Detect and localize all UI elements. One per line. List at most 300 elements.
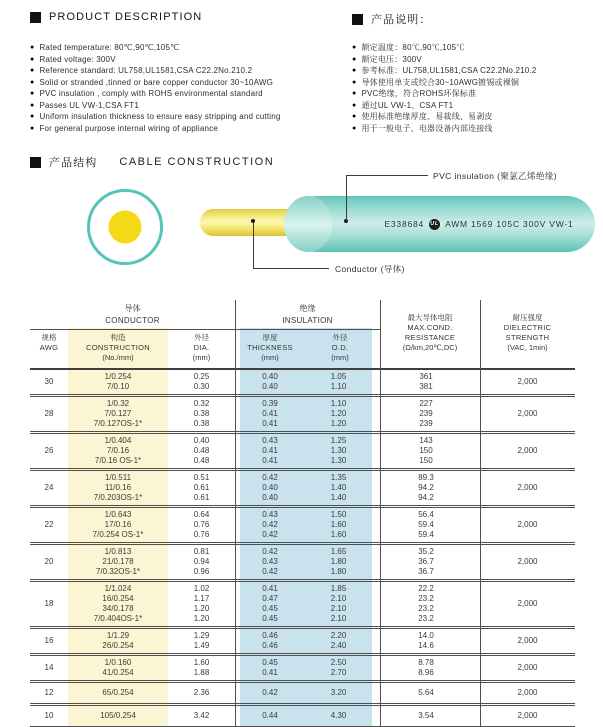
bullet-list-item <box>30 88 281 100</box>
cell-line: 21/0.178 <box>102 557 134 566</box>
bullet-icon: ● <box>352 55 357 63</box>
table-body <box>30 370 575 727</box>
awg-cell: 16 <box>44 636 54 645</box>
column-divider <box>480 300 481 727</box>
cell-line: 1.50 <box>330 510 347 519</box>
thickness-cell <box>235 399 305 429</box>
cell-line: 89.3 <box>418 473 434 482</box>
cell-line: 3.42 <box>193 711 210 720</box>
section-title-cn: 产品结构 <box>49 157 98 169</box>
bullet-item-text: PVC绝缘，符合ROHS环保标准 <box>361 89 477 99</box>
cell-line: 4.30 <box>330 711 347 720</box>
resistance-cell <box>372 547 480 577</box>
cell-line: 1.30 <box>330 446 347 455</box>
thickness-cell <box>235 688 305 698</box>
construction-cell <box>68 399 168 429</box>
bullet-icon: ● <box>30 44 35 52</box>
bullet-item-text: 额定电压：300V <box>361 54 422 64</box>
column-header-awg: 规格 AWG <box>39 333 59 352</box>
cell-line: 7/0.254 OS-1* <box>92 530 144 539</box>
bullet-item-text: Uniform insulation thickness to ensure easy stripping and cutting <box>39 112 281 122</box>
cell-line: 0.42 <box>262 473 278 482</box>
cell-line: 0.61 <box>193 493 210 502</box>
cell-line: 2.36 <box>193 688 210 697</box>
cell-line: 0.25 <box>193 372 210 381</box>
cell-line: 56.4 <box>418 510 434 519</box>
bullet-item-text: 额定温度：80℃,90℃,105℃ <box>361 43 465 53</box>
cell-line: 0.43 <box>262 510 278 519</box>
cell-line: 17/0.16 <box>104 520 132 529</box>
cell-line: 7/0.203OS-1* <box>93 493 143 502</box>
bullet-list-item <box>352 88 603 100</box>
bullet-icon: ● <box>30 101 35 109</box>
cell-line: 1.40 <box>330 483 347 492</box>
cert-number: E338684 <box>384 219 425 229</box>
od-cell <box>305 631 372 651</box>
thickness-cell <box>235 473 305 503</box>
awg-cell: 22 <box>44 520 54 529</box>
table-row-group <box>30 468 575 505</box>
cell-line: 7/0.10 <box>106 382 130 391</box>
thickness-cell <box>235 510 305 540</box>
thickness-cell <box>235 631 305 651</box>
dia-cell <box>168 584 235 624</box>
bullet-list-item <box>352 54 603 66</box>
cell-line: 0.41 <box>262 409 278 418</box>
table-row-group <box>30 431 575 468</box>
cell-line: 105/0.254 <box>100 711 136 720</box>
od-cell <box>305 547 372 577</box>
construction-cell <box>68 473 168 503</box>
product-description-list <box>30 42 281 134</box>
cell-line: 0.30 <box>193 382 210 391</box>
column-header-dia: 外径 DIA. (mm) <box>192 333 211 362</box>
bullet-item-text: Rated voltage: 300V <box>39 54 116 64</box>
bullet-item-text: 通过UL VW-1、CSA FT1 <box>361 100 454 110</box>
cell-line: 1/0.254 <box>104 372 132 381</box>
construction-cell <box>68 436 168 466</box>
cell-line: 8.78 <box>418 658 434 667</box>
bullet-icon: ● <box>352 44 357 52</box>
od-cell <box>305 399 372 429</box>
cell-line: 0.61 <box>193 483 210 492</box>
cell-line: 0.40 <box>193 436 210 445</box>
od-cell <box>305 658 372 678</box>
table-row-group <box>30 653 575 680</box>
construction-cell <box>68 510 168 540</box>
awg-cell: 24 <box>44 483 54 492</box>
cell-line: 1.60 <box>330 520 347 529</box>
bullet-icon: ● <box>30 124 35 132</box>
cell-line: 23.2 <box>418 604 434 613</box>
bullet-icon: ● <box>352 124 357 132</box>
cell-line: 3.54 <box>418 711 434 720</box>
cable-cross-section-diagram <box>87 189 163 265</box>
construction-cell <box>68 584 168 624</box>
table-row-group <box>30 626 575 653</box>
cell-line: 0.42 <box>262 547 278 556</box>
square-bullet-icon <box>30 157 41 168</box>
cell-line: 150 <box>419 446 433 455</box>
cable-print-text <box>366 218 592 230</box>
cell-line: 0.42 <box>262 567 278 576</box>
awg-cell: 30 <box>44 377 54 386</box>
cell-line: 3.20 <box>330 688 347 697</box>
construction-cell <box>68 631 168 651</box>
cell-line: 0.45 <box>262 614 278 623</box>
bullet-list-item <box>30 77 281 89</box>
cell-line: 59.4 <box>418 520 434 529</box>
cell-line: 1/0.160 <box>104 658 132 667</box>
construction-cell <box>68 372 168 392</box>
ul-mark-icon: UL <box>429 219 440 230</box>
dia-cell <box>168 658 235 678</box>
bullet-item-text: Passes UL VW-1,CSA FT1 <box>39 100 139 110</box>
cell-line: 34/0.178 <box>102 604 134 613</box>
cell-line: 0.42 <box>262 520 278 529</box>
cell-line: 0.64 <box>193 510 210 519</box>
cell-line: 0.46 <box>262 641 278 650</box>
cell-line: 1.88 <box>193 668 210 677</box>
cell-line: 0.42 <box>262 530 278 539</box>
dia-cell <box>168 473 235 503</box>
cell-line: 1.20 <box>193 614 210 623</box>
cell-line: 8.96 <box>418 668 434 677</box>
dielectric-cell: 2,000 <box>517 409 538 418</box>
table-row-group <box>30 703 575 726</box>
cell-line: 2.10 <box>330 614 347 623</box>
dielectric-cell: 2,000 <box>517 599 538 608</box>
cell-line: 2.70 <box>330 668 347 677</box>
thickness-cell <box>235 711 305 721</box>
cell-line: 0.41 <box>262 456 278 465</box>
cell-line: 0.40 <box>262 372 278 381</box>
bullet-list-item <box>30 65 281 77</box>
cell-line: 239 <box>419 409 433 418</box>
bullet-item-text: PVC insulation , comply with ROHS environmental standard <box>39 89 263 99</box>
dia-cell <box>168 631 235 651</box>
cell-line: 1.80 <box>330 567 347 576</box>
cell-line: 0.45 <box>262 604 278 613</box>
cell-line: 0.42 <box>262 688 278 697</box>
cell-line: 36.7 <box>418 567 434 576</box>
dia-cell <box>168 510 235 540</box>
bullet-icon: ● <box>30 90 35 98</box>
cell-line: 1/0.643 <box>104 510 132 519</box>
bullet-item-text: 导体使用单支或绞合30~10AWG镀锡或裸铜 <box>361 77 520 87</box>
bullet-list-item <box>352 77 603 89</box>
cell-line: 1/1.024 <box>104 584 132 593</box>
insulation-label: PVC insulation (聚氯乙烯绝缘) <box>433 171 557 181</box>
cell-line: 1.02 <box>193 584 210 593</box>
column-header-construction: 构造 CONSTRUCTION (No./mm) <box>85 333 150 362</box>
group-header-en: CONDUCTOR <box>105 316 160 325</box>
cell-line: 16/0.254 <box>102 594 134 603</box>
thickness-cell <box>235 584 305 624</box>
awg-cell: 20 <box>44 557 54 566</box>
awg-cell: 10 <box>44 711 54 720</box>
cell-line: 7/0.127 <box>104 409 132 418</box>
section-title-en: CABLE CONSTRUCTION <box>119 156 275 168</box>
leader-line <box>346 175 428 176</box>
cell-line: 1.60 <box>193 658 210 667</box>
cell-line: 7/0.404OS-1* <box>93 614 143 623</box>
cell-line: 41/0.254 <box>102 668 134 677</box>
cell-line: 150 <box>419 456 433 465</box>
column-header-od: 外径 O.D. (mm) <box>331 333 349 362</box>
dielectric-cell: 2,000 <box>517 663 538 672</box>
cell-line: 7/0.32OS-1* <box>95 567 141 576</box>
cell-line: 0.39 <box>262 399 278 408</box>
bullet-item-text: 用于一般电子、电器设备内部连接线 <box>361 123 493 133</box>
od-cell <box>305 688 372 698</box>
cell-line: 2.20 <box>330 631 347 640</box>
resistance-cell <box>372 372 480 392</box>
bullet-icon: ● <box>30 67 35 75</box>
bullet-list-item <box>30 100 281 112</box>
cell-line: 1.10 <box>330 382 347 391</box>
bullet-icon: ● <box>30 78 35 86</box>
cell-line: 0.40 <box>262 483 278 492</box>
cell-line: 22.2 <box>418 584 434 593</box>
spec-table <box>30 300 575 727</box>
resistance-cell <box>372 436 480 466</box>
cell-line: 0.43 <box>262 436 278 445</box>
awg-cell: 28 <box>44 409 54 418</box>
cell-line: 35.2 <box>418 547 434 556</box>
insulation-end-cap <box>284 196 332 252</box>
od-cell <box>305 436 372 466</box>
cell-line: 94.2 <box>418 483 434 492</box>
cell-line: 2.10 <box>330 604 347 613</box>
bullet-list-item <box>30 42 281 54</box>
resistance-cell <box>372 473 480 503</box>
bullet-list-item <box>30 123 281 135</box>
cell-line: 1.25 <box>330 436 347 445</box>
section-title-text: 产品说明： <box>371 14 432 26</box>
resistance-cell <box>372 399 480 429</box>
dia-cell <box>168 372 235 392</box>
cell-line: 361 <box>419 372 433 381</box>
cell-line: 143 <box>419 436 433 445</box>
table-row-group <box>30 542 575 579</box>
cell-line: 1/0.404 <box>104 436 132 445</box>
cell-line: 14.6 <box>418 641 434 650</box>
dielectric-cell: 2,000 <box>517 520 538 529</box>
bullet-item-text: 参考标准：UL758,UL1581,CSA C22.2No.210.2 <box>361 66 537 76</box>
dia-cell <box>168 399 235 429</box>
cell-line: 14.0 <box>418 631 434 640</box>
conductor-label: Conductor (导体) <box>335 264 405 274</box>
cell-line: 2.40 <box>330 641 347 650</box>
dielectric-cell: 2,000 <box>517 711 538 720</box>
cell-line: 2.50 <box>330 658 347 667</box>
cell-line: 0.51 <box>193 473 210 482</box>
column-header-resistance: 最大导体电阻 MAX.COND. RESISTANCE (Ω/km,20℃,DC) <box>402 313 458 352</box>
cell-line: 0.76 <box>193 530 210 539</box>
cell-line: 1/0.813 <box>104 547 132 556</box>
bullet-list-item <box>352 100 603 112</box>
cell-line: 0.41 <box>262 446 278 455</box>
resistance-cell <box>372 584 480 624</box>
construction-cell <box>68 688 168 698</box>
bullet-icon: ● <box>30 113 35 121</box>
dielectric-cell: 2,000 <box>517 557 538 566</box>
od-cell <box>305 473 372 503</box>
group-header-en: INSULATION <box>282 316 333 325</box>
cell-line: 0.40 <box>262 493 278 502</box>
table-row-group <box>30 394 575 431</box>
cell-line: 1/0.511 <box>104 473 132 482</box>
cell-line: 1/1.29 <box>106 631 130 640</box>
cell-line: 0.81 <box>193 547 210 556</box>
resistance-cell <box>372 711 480 721</box>
cell-line: 0.41 <box>262 584 278 593</box>
cell-line: 0.43 <box>262 557 278 566</box>
table-row-group <box>30 505 575 542</box>
cell-line: 23.2 <box>418 614 434 623</box>
cell-line: 23.2 <box>418 594 434 603</box>
table-row-group <box>30 370 575 394</box>
cell-line: 1.10 <box>330 399 347 408</box>
bullet-icon: ● <box>352 101 357 109</box>
cell-line: 1.35 <box>330 473 347 482</box>
cell-line: 227 <box>419 399 433 408</box>
dielectric-cell: 2,000 <box>517 377 538 386</box>
cell-line: 11/0.16 <box>104 483 132 492</box>
cell-line: 0.40 <box>262 382 278 391</box>
table-row-group <box>30 680 575 703</box>
od-cell <box>305 711 372 721</box>
cell-line: 7/0.127OS-1* <box>93 419 143 428</box>
column-header-thickness: 厚度 THICKNESS (mm) <box>247 333 293 362</box>
insulation-group-header <box>235 303 380 330</box>
cell-line: 0.38 <box>193 409 210 418</box>
cell-line: 5.64 <box>418 688 434 697</box>
cell-line: 0.41 <box>262 668 278 677</box>
cell-line: 1.30 <box>330 456 347 465</box>
resistance-cell <box>372 631 480 651</box>
bullet-item-text: For general purpose internal wiring of appliance <box>39 123 219 133</box>
cell-line: 0.41 <box>262 419 278 428</box>
cn-description-list <box>352 42 603 134</box>
thickness-cell <box>235 372 305 392</box>
cell-line: 0.45 <box>262 658 278 667</box>
construction-cell <box>68 658 168 678</box>
awg-cell: 12 <box>44 688 54 697</box>
conductor-core-circle <box>109 211 142 244</box>
cell-line: 59.4 <box>418 530 434 539</box>
cell-line: 65/0.254 <box>102 688 134 697</box>
cell-line: 94.2 <box>418 493 434 502</box>
leader-line <box>253 268 329 269</box>
cable-spec-text: AWM 1569 105C 300V VW-1 <box>445 219 574 229</box>
cell-line: 1.20 <box>330 409 347 418</box>
bullet-list-item <box>352 42 603 54</box>
awg-cell: 18 <box>44 599 54 608</box>
product-description-title <box>30 11 202 23</box>
column-divider <box>235 300 236 727</box>
bullet-icon: ● <box>30 55 35 63</box>
dia-cell <box>168 688 235 698</box>
cell-line: 7/0.16 <box>106 446 130 455</box>
bullet-list-item <box>30 111 281 123</box>
dielectric-cell: 2,000 <box>517 446 538 455</box>
dielectric-cell: 2,000 <box>517 483 538 492</box>
construction-cell <box>68 547 168 577</box>
cable-construction-title <box>30 154 274 170</box>
section-title-text: PRODUCT DESCRIPTION <box>49 11 203 23</box>
cell-line: 36.7 <box>418 557 434 566</box>
awg-cell: 14 <box>44 663 54 672</box>
dia-cell <box>168 436 235 466</box>
bullet-item-text: 使用标准绝缘厚度、易裁线、易剥皮 <box>361 112 493 122</box>
conductor-group-header <box>30 303 235 330</box>
table-header <box>30 300 575 370</box>
cell-line: 0.46 <box>262 631 278 640</box>
dielectric-cell: 2,000 <box>517 636 538 645</box>
bullet-list-item <box>352 65 603 77</box>
cell-line: 1.80 <box>330 557 347 566</box>
column-divider <box>380 300 381 727</box>
bullet-item-text: Solid or stranded ,tinned or bare copper conductor 30~10AWG <box>39 77 274 87</box>
dia-cell <box>168 547 235 577</box>
dielectric-cell: 2,000 <box>517 688 538 697</box>
awg-cell: 26 <box>44 446 54 455</box>
thickness-cell <box>235 436 305 466</box>
cell-line: 1.17 <box>193 594 210 603</box>
dia-cell <box>168 711 235 721</box>
cell-line: 1.20 <box>330 419 347 428</box>
od-cell <box>305 584 372 624</box>
cell-line: 7/0.16 OS-1* <box>94 456 142 465</box>
cell-line: 0.76 <box>193 520 210 529</box>
leader-line <box>253 222 254 268</box>
leader-line <box>346 175 347 221</box>
cell-line: 1.29 <box>193 631 210 640</box>
bullet-item-text: Reference standard: UL758,UL1581,CSA C22.2No.210.2 <box>39 66 253 76</box>
thickness-cell <box>235 547 305 577</box>
cell-line: 1.65 <box>330 547 347 556</box>
cell-line: 239 <box>419 419 433 428</box>
bullet-icon: ● <box>352 67 357 75</box>
cell-line: 1.49 <box>193 641 210 650</box>
cell-line: 2.10 <box>330 594 347 603</box>
cell-line: 381 <box>419 382 433 391</box>
cell-line: 1.60 <box>330 530 347 539</box>
bullet-list-item <box>30 54 281 66</box>
resistance-cell <box>372 658 480 678</box>
od-cell <box>305 372 372 392</box>
cell-line: 0.48 <box>193 456 210 465</box>
cell-line: 0.94 <box>193 557 210 566</box>
group-header-cn: 导体 <box>124 304 141 313</box>
bullet-icon: ● <box>352 113 357 121</box>
cell-line: 0.32 <box>193 399 210 408</box>
cell-line: 1.20 <box>193 604 210 613</box>
resistance-cell <box>372 510 480 540</box>
cell-line: 26/0.254 <box>102 641 134 650</box>
square-bullet-icon <box>30 12 41 23</box>
od-cell <box>305 510 372 540</box>
group-header-cn: 绝缘 <box>299 304 316 313</box>
square-bullet-icon <box>352 14 363 25</box>
thickness-cell <box>235 658 305 678</box>
cell-line: 1.40 <box>330 493 347 502</box>
bullet-list-item <box>352 123 603 135</box>
cell-line: 1.85 <box>330 584 347 593</box>
cell-line: 0.48 <box>193 446 210 455</box>
